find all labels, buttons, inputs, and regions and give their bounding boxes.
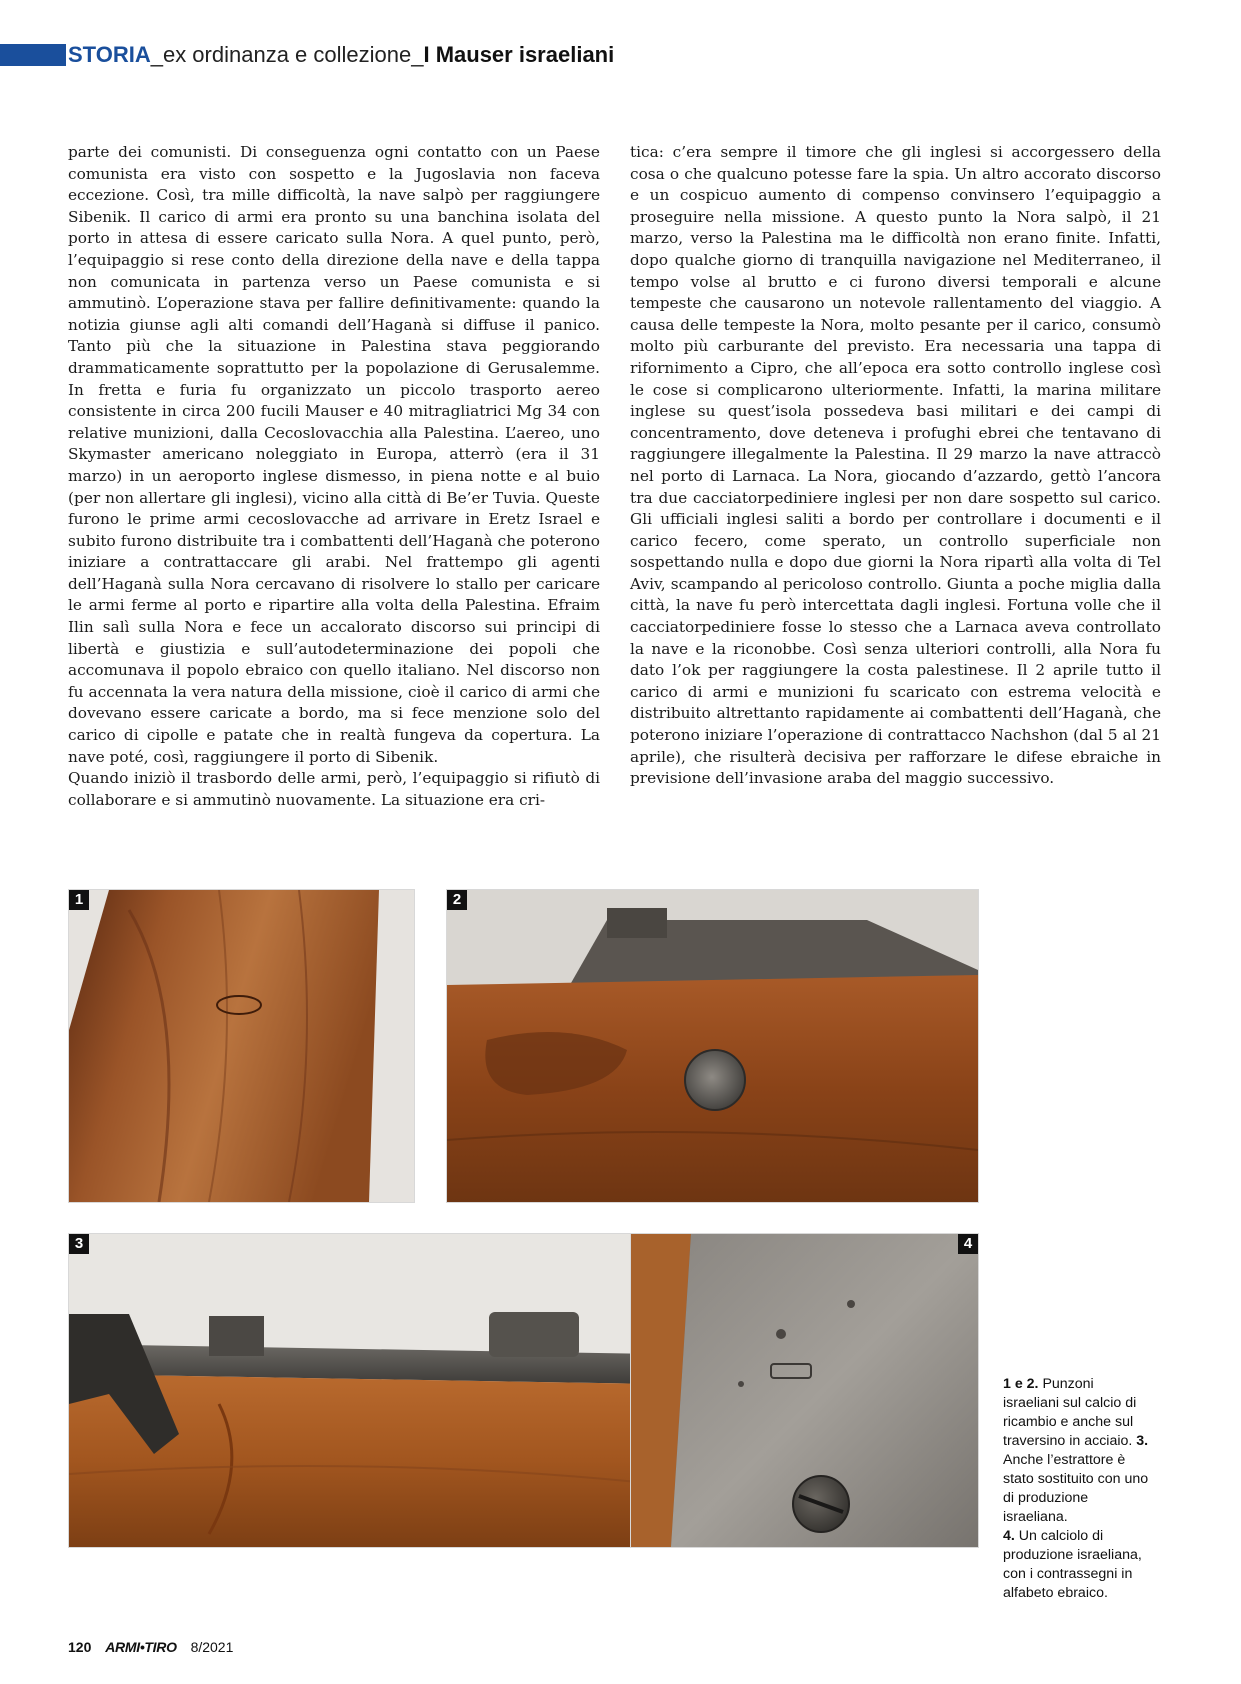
photo-number-badge: 2 [447, 890, 467, 910]
magazine-name: ARMI•TIRO [105, 1639, 177, 1655]
caption-text: Punzoni israeliani sul calcio di ricambio e anche sul traversino in acciaio. [1003, 1376, 1137, 1449]
caption-text: Un calciolo di produzione israeliana, con i contrassegni in alfabeto ebraico. [1003, 1528, 1142, 1601]
photo-3-receiver-bolt [68, 1233, 658, 1548]
photo-4-buttplate [630, 1233, 979, 1548]
photo-4-image [631, 1234, 978, 1547]
caption-ref: 1 e 2. [1003, 1376, 1039, 1392]
article-column-right [630, 142, 1161, 790]
header-title: I Mauser israeliani [423, 42, 615, 67]
caption-ref: 3. [1136, 1433, 1149, 1449]
issue-number: 8/2021 [190, 1639, 234, 1655]
header-section: STORIA [68, 42, 151, 67]
photo-1-stock-stamp [68, 889, 415, 1203]
photo-number-badge: 3 [69, 1234, 89, 1254]
photo-3-image [69, 1234, 657, 1547]
caption-ref: 4. [1003, 1528, 1015, 1544]
header-accent-bar [0, 44, 66, 66]
photo-number-badge: 4 [958, 1234, 978, 1254]
paragraph: tica: c’era sempre il timore che gli inglesi si accorgessero della cosa o che qualcuno potesse fare la spia. Un altro accorato discorso e un cospicuo aumento di compenso convinsero l’equipaggio a proseguire nella missione. A questo punto la Nora salpò, il 21 marzo, verso la Palestina ma le difficoltà non erano finite. Infatti, dopo qualche giorno di tranquilla navigazione nel Mediterraneo, il tempo volse al brutto e ci furono diversi temporali e alcune tempeste che causarono un notevole rallentamento del viaggio. A causa delle tempeste la Nora, molto pesante per il carico, consumò molto più carburante del previsto. Era necessaria una tappa di rifornimento a Cipro, che all’epoca era sotto controllo inglese così le cose si complicarono ulteriormente. Infatti, la marina militare inglese su quest’isola possedeva basi militari e dei campi di concentramento, dove deteneva i profughi ebrei che tentavano di raggiungere illegalmente la Palestina. Il 29 marzo la nave attraccò nel porto di Larnaca. La Nora, giocando d’azzardo, gettò l’ancora tra due cacciatorpediniere inglesi per non dare sospetto sul carico. Gli ufficiali inglesi saliti a bordo per controllare i documenti e il carico fecero, come sperato, un controllo superficiale non sospettando nulla e dopo due giorni la Nora ripartì alla volta di Tel Aviv, scampando al pericoloso controllo. Giunta a poche miglia dalla città, la nave fu però intercettata dagli inglesi. Fortuna volle che il cacciatorpediniere fosse lo stesso che a Larnaca aveva controllato la nave e la riconobbe. Così senza ulteriori controlli, alla Nora fu dato l’ok per raggiungere la costa palestinese. Il 2 aprile tutto il carico di armi e munizioni fu scaricato con estrema velocità e distribuito altrettanto rapidamente ai combattenti dell’Haganà, che poterono iniziare l’operazione di contrattacco Nachshon (dal 5 al 21 aprile), che risulterà decisiva per rafforzare le difese ebraiche in previsione dell’invasione araba del maggio successivo. [630, 143, 1161, 788]
page-number: 120 [68, 1639, 92, 1655]
paragraph: parte dei comunisti. Di conseguenza ogni contatto con un Paese comunista era visto con sospetto e la Jugoslavia non faceva eccezione. Così, tra mille difficoltà, la nave salpò per raggiungere Sibenik. Il carico di armi era pronto su una banchina isolata del porto in attesa di essere caricato sulla Nora. A quel punto, però, l’equipaggio si rese conto della direzione della nave e della tappa non comunicata in partenza verso un Paese comunista e si ammutinò. L’operazione stava per fallire definitivamente: quando la notizia giunse agli alti comandi dell’Haganà si diffuse il panico. Tanto più che la situazione in Palestina stava peggiorando drammaticamente soprattutto per la popolazione di Gerusalemme. In fretta e furia fu organizzato un piccolo trasporto aereo consistente in circa 200 fucili Mauser e 40 mitragliatrici Mg 34 con relative munizioni, dalla Cecoslovacchia alla Palestina. L’aereo, uno Skymaster americano noleggiato in Europa, atterrò (era il 31 marzo) in un aeroporto inglese dismesso, in piena notte e al buio (per non allertare gli inglesi), vicino alla città di Be’er Tuvia. Queste furono le prime armi cecoslovacche ad arrivare in Eretz Israel e subito furono distribuite tra i combattenti dell’Haganà che poterono iniziare a contrattaccare gli arabi. Nel frattempo gli agenti dell’Haganà sulla Nora cercavano di risolvere lo stallo per caricare le armi ferme al porto e ripartire alla volta della Palestina. Efraim Ilin salì sulla Nora e fece un accalorato discorso sui principi di libertà e giustizia e sull’autodeterminazione dei popoli che accomunava il popolo ebraico con quello italiano. Nel discorso non fu accennata la vera natura della missione, cioè il carico di armi che dovevano essere caricate a bordo, ma si fece menzione solo del carico di cipolle e patate che in realtà fungeva da copertura. La nave poté, così, raggiungere il porto di Sibenik. [68, 143, 600, 766]
photo-2-image [447, 890, 978, 1202]
paragraph: Quando iniziò il trasbordo delle armi, però, l’equipaggio si rifiutò di collaborare e si ammutinò nuovamente. La situazione era cri- [68, 769, 600, 809]
photo-1-image [69, 890, 414, 1202]
header-subsection: _ex ordinanza e collezione_ [150, 42, 424, 67]
running-header [68, 40, 614, 70]
caption-text: Anche l’estrattore è stato sostituito con uno di produzione israeliana. [1003, 1452, 1149, 1525]
photo-caption [1003, 1375, 1153, 1603]
article-column-left [68, 142, 600, 811]
page-footer [68, 1637, 233, 1657]
photo-number-badge: 1 [69, 890, 89, 910]
photo-2-stock-disc [446, 889, 979, 1203]
